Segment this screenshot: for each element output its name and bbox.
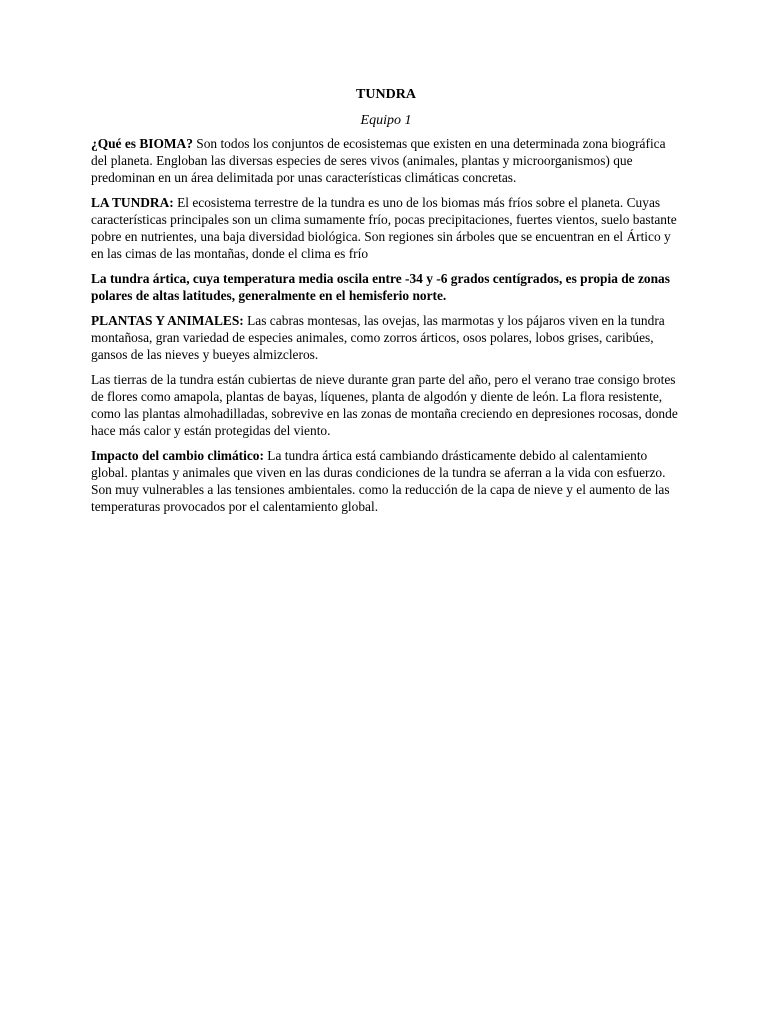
paragraph-text: El ecosistema terrestre de la tundra es uno de los biomas más fríos sobre el planeta. Cuyas características principales son un clima sumamente frío, pocas precipitaciones, fuertes vientos, suelo bastante pobre en nutrientes, una baja diversidad biológica. Son regiones sin árboles que se encuentran en el Ártico y en las cimas de las montañas, donde el clima es frío xyxy=(91,195,677,261)
paragraph-lead: ¿Qué es BIOMA? xyxy=(91,136,193,151)
paragraph-tierras: Las tierras de la tundra están cubiertas de nieve durante gran parte del año, pero el verano trae consigo brotes de flores como amapola, plantas de bayas, líquenes, planta de algodón y diente de león. La flora resistente, como las plantas almohadilladas, sobrevive en las zonas de montaña creciendo en depresiones rocosas, donde hace más calor y están protegidas del viento. xyxy=(91,372,678,438)
document-title: TUNDRA xyxy=(356,87,416,102)
document-subtitle: Equipo 1 xyxy=(360,113,412,128)
paragraph-lead: PLANTAS Y ANIMALES: xyxy=(91,313,244,328)
paragraph-cambio-climatico xyxy=(91,447,681,515)
paragraph-tundra-artica: La tundra ártica, cuya temperatura media oscila entre -34 y -6 grados centígrados, es propia de zonas polares de altas latitudes, generalmente en el hemisferio norte. xyxy=(91,271,670,303)
paragraph-bioma xyxy=(91,135,681,186)
document-page xyxy=(91,86,681,523)
paragraph-la-tundra xyxy=(91,194,681,262)
paragraph-text: Son todos los conjuntos de ecosistemas que existen en una determinada zona biográfica del planeta. Engloban las diversas especies de seres vivos (animales, plantas y microorganismos) que predominan en un área delimitada por unas características climáticas concretas. xyxy=(91,136,666,185)
paragraph-text: Las cabras montesas, las ovejas, las marmotas y los pájaros viven en la tundra montañosa, gran variedad de especies animales, como zorros árticos, osos polares, lobos grises, caribúes, gansos de las nieves y bueyes almizcleros. xyxy=(91,313,665,362)
paragraph-lead: Impacto del cambio climático: xyxy=(91,448,264,463)
paragraph-plantas-animales xyxy=(91,312,681,363)
paragraph-lead: LA TUNDRA: xyxy=(91,195,174,210)
paragraph-text: La tundra ártica está cambiando drásticamente debido al calentamiento global. plantas y animales que viven en las duras condiciones de la tundra se aferran a la vida con esfuerzo. Son muy vulnerables a las tensiones ambientales. como la reducción de la capa de nieve y el aumento de las temperaturas provocados por el calentamiento global. xyxy=(91,448,670,514)
